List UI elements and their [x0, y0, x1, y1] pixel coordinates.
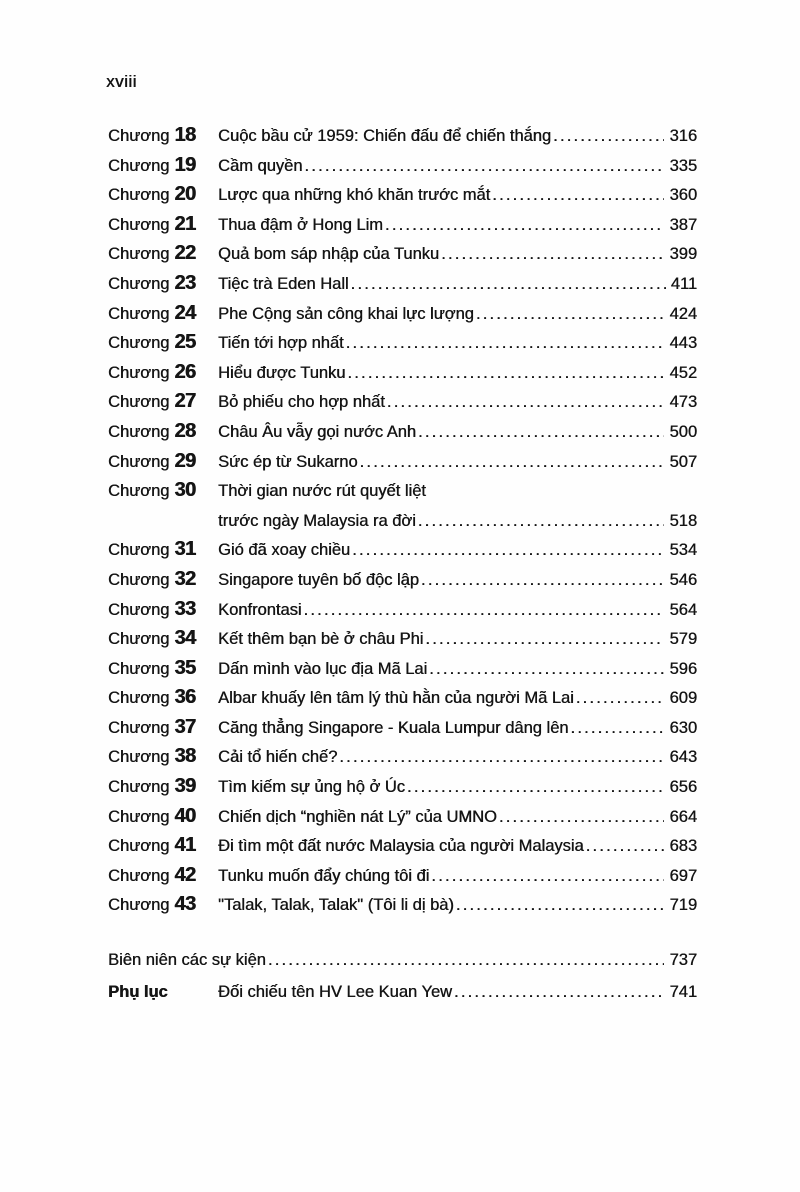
- chapter-label: [108, 538, 218, 561]
- chapter-word: Chương: [108, 334, 170, 353]
- entry-lines: [218, 867, 697, 897]
- chapter-title: Cải tổ hiến chế?: [218, 748, 338, 767]
- chapter-label: [108, 479, 218, 502]
- chapter-word: Chương: [108, 778, 170, 797]
- chapter-word: Chương: [108, 541, 170, 560]
- page-ref: 443: [669, 334, 697, 353]
- chapter-label: [108, 864, 218, 887]
- entry-line-1: [218, 453, 697, 483]
- toc-extra-row: [108, 983, 697, 1015]
- table-of-contents: [108, 124, 697, 1015]
- chapter-word: Chương: [108, 156, 170, 175]
- toc-row: [108, 538, 697, 568]
- chapter-number: 43: [174, 893, 196, 916]
- toc-entry: [218, 453, 697, 483]
- page-ref: 507: [669, 452, 697, 471]
- toc-row: [108, 183, 697, 213]
- page-ref: 564: [669, 600, 697, 619]
- dot-leader: [268, 951, 665, 970]
- chapter-label: [108, 834, 218, 857]
- toc-entry: [218, 482, 697, 541]
- toc-row: [108, 834, 697, 864]
- dot-leader: [499, 808, 665, 827]
- extra-title: Đối chiếu tên HV Lee Kuan Yew: [218, 983, 452, 1002]
- entry-line-1: [218, 660, 697, 690]
- entry-lines: [218, 778, 697, 808]
- entry-line-1: [218, 127, 697, 157]
- toc-row: [108, 805, 697, 835]
- chapter-word: Chương: [108, 393, 170, 412]
- dot-leader: [418, 512, 665, 531]
- toc-extras: [108, 951, 697, 1015]
- toc-row: [108, 479, 697, 538]
- entry-line-1: [218, 601, 697, 631]
- toc-row: [108, 213, 697, 243]
- chapter-title: Châu Âu vẫy gọi nước Anh: [218, 422, 416, 441]
- chapter-number: 35: [174, 656, 196, 679]
- entry-line-1: [218, 334, 697, 364]
- dot-leader: [586, 837, 665, 856]
- chapter-number: 20: [174, 183, 196, 206]
- chapter-title: Dấn mình vào lục địa Mã Lai: [218, 659, 428, 678]
- chapter-word: Chương: [108, 363, 170, 382]
- toc-row: [108, 657, 697, 687]
- page-ref: 411: [670, 274, 697, 293]
- toc-entry: [218, 896, 697, 926]
- chapter-label: [108, 361, 218, 384]
- entry-line-1: [218, 983, 697, 1013]
- chapter-label: [108, 124, 218, 147]
- dot-leader: [303, 601, 664, 620]
- page-ref: 534: [669, 541, 697, 560]
- chapter-word: Chương: [108, 482, 170, 501]
- chapter-title: Thua đậm ở Hong Lim: [218, 215, 383, 234]
- chapter-word: Chương: [108, 659, 170, 678]
- toc-entry: [218, 660, 697, 690]
- entry-lines: [218, 275, 697, 305]
- toc-entry: [218, 245, 697, 275]
- dot-leader: [304, 157, 664, 176]
- chapter-number: 24: [174, 301, 196, 324]
- page-ref: 424: [669, 304, 697, 323]
- page-ref: 697: [669, 866, 697, 885]
- chapter-word: Chương: [108, 304, 170, 323]
- entry-lines: [218, 630, 697, 660]
- entry-lines: [218, 127, 697, 157]
- toc-row: [108, 272, 697, 302]
- entry-lines: [218, 689, 697, 719]
- entry-line-1: [218, 393, 697, 423]
- chapter-title: Bỏ phiếu cho hợp nhất: [218, 393, 385, 412]
- chapter-number: 30: [174, 479, 196, 502]
- dot-leader: [347, 364, 664, 383]
- toc-row: [108, 331, 697, 361]
- chapter-label: [108, 598, 218, 621]
- toc-entry: [218, 127, 697, 157]
- toc-entry: [218, 216, 697, 246]
- entry-lines: [218, 808, 697, 838]
- chapter-title: Thời gian nước rút quyết liệt: [218, 482, 426, 501]
- entry-line-1: [218, 571, 697, 601]
- chapter-word: Chương: [108, 689, 170, 708]
- page-ref: 719: [669, 896, 697, 915]
- toc-row: [108, 124, 697, 154]
- dot-leader: [431, 867, 664, 886]
- chapter-label: [108, 331, 218, 354]
- toc-entry: [218, 601, 697, 631]
- entry-lines: [218, 837, 697, 867]
- chapter-label: [108, 183, 218, 206]
- toc-row: [108, 893, 697, 923]
- toc-entry: [218, 157, 697, 187]
- chapter-word: Chương: [108, 422, 170, 441]
- page-ref: 683: [669, 837, 697, 856]
- entry-line-1: [218, 275, 697, 305]
- toc-entry: [218, 778, 697, 808]
- chapter-word: Chương: [108, 452, 170, 471]
- chapter-number: 28: [174, 419, 196, 442]
- chapter-word: Chương: [108, 866, 170, 885]
- toc-entry: [218, 867, 697, 897]
- entry-lines: [218, 393, 697, 423]
- toc-entry: [218, 983, 697, 1013]
- chapter-number: 22: [174, 242, 196, 265]
- chapter-word: Chương: [108, 127, 170, 145]
- entry-line-1: [218, 216, 697, 246]
- chapter-number: 23: [174, 271, 196, 294]
- chapter-title: Lược qua những khó khăn trước mắt: [218, 186, 491, 205]
- chapter-label: [108, 213, 218, 236]
- dot-leader: [492, 186, 664, 205]
- chapter-number: 18: [174, 124, 196, 146]
- toc-entry: [218, 719, 697, 749]
- toc-list: [108, 124, 697, 923]
- dot-leader: [576, 689, 665, 708]
- chapter-word: Chương: [108, 215, 170, 234]
- dot-leader: [456, 896, 665, 915]
- toc-row: [108, 598, 697, 628]
- chapter-word: Chương: [108, 186, 170, 205]
- entry-line-1: [218, 245, 697, 275]
- page-ref: 452: [669, 363, 697, 382]
- chapter-number: 38: [174, 745, 196, 768]
- entry-line-1: [218, 867, 697, 897]
- entry-line-1: [218, 423, 697, 453]
- entry-lines: [218, 601, 697, 631]
- chapter-title: Tiệc trà Eden Hall: [218, 274, 349, 293]
- chapter-word: Chương: [108, 630, 170, 649]
- entry-line-2: [218, 512, 697, 542]
- toc-entry: [218, 334, 697, 364]
- chapter-title: Kết thêm bạn bè ở châu Phi: [218, 630, 424, 649]
- chapter-label: [108, 450, 218, 473]
- page-ref: 596: [669, 659, 697, 678]
- entry-lines: [218, 216, 697, 246]
- chapter-number: 39: [174, 775, 196, 798]
- page-ref: 737: [669, 951, 697, 970]
- chapter-label: [108, 154, 218, 177]
- entry-lines: [218, 482, 697, 541]
- page-ref: 546: [669, 570, 697, 589]
- toc-row: [108, 361, 697, 391]
- page-ref: 518: [669, 511, 697, 530]
- page-ref: 316: [669, 127, 697, 145]
- chapter-title: Cuộc bầu cử 1959: Chiến đấu để chiến thắng: [218, 127, 552, 145]
- toc-entry: [218, 748, 697, 778]
- entry-lines: [218, 571, 697, 601]
- toc-row: [108, 686, 697, 716]
- toc-entry: [218, 630, 697, 660]
- entry-lines: [218, 305, 697, 335]
- page-ref: 630: [669, 718, 697, 737]
- chapter-title: Cầm quyền: [218, 156, 303, 175]
- toc-row: [108, 450, 697, 480]
- page-ref: 609: [669, 689, 697, 708]
- toc-row: [108, 745, 697, 775]
- toc-row: [108, 154, 697, 184]
- page-ref: 643: [669, 748, 697, 767]
- dot-leader: [429, 660, 664, 679]
- toc-entry: [218, 689, 697, 719]
- chapter-title: Singapore tuyên bố độc lập: [218, 570, 419, 589]
- chapter-word: Chương: [108, 274, 170, 293]
- chapter-label: [108, 686, 218, 709]
- entry-lines: [218, 423, 697, 453]
- toc-row: [108, 242, 697, 272]
- toc-entry: [218, 808, 697, 838]
- entry-lines: [218, 748, 697, 778]
- page-ref: 656: [669, 778, 697, 797]
- chapter-word: Chương: [108, 245, 170, 264]
- page-ref: 741: [669, 983, 697, 1002]
- toc-row: [108, 420, 697, 450]
- dot-leader: [454, 983, 665, 1002]
- toc-row: [108, 302, 697, 332]
- entry-lines: [218, 453, 697, 483]
- chapter-title: Đi tìm một đất nước Malaysia của người Malaysia: [218, 837, 584, 856]
- chapter-number: 25: [174, 331, 196, 354]
- chapter-number: 36: [174, 686, 196, 709]
- dot-leader: [476, 305, 665, 324]
- chapter-number: 27: [174, 390, 196, 413]
- dot-leader: [553, 127, 664, 146]
- chapter-word: Chương: [108, 807, 170, 826]
- toc-entry: [218, 541, 697, 571]
- chapter-title: Tiến tới hợp nhất: [218, 334, 344, 353]
- toc-extra-row: [108, 951, 697, 983]
- toc-row: [108, 627, 697, 657]
- toc-entry: [218, 571, 697, 601]
- dot-leader: [346, 334, 665, 353]
- dot-leader: [339, 748, 664, 767]
- extra-label: Phụ lục: [108, 983, 168, 1002]
- dot-leader: [421, 571, 665, 590]
- entry-line-1: [218, 689, 697, 719]
- chapter-number: 42: [174, 863, 196, 886]
- dot-leader: [418, 423, 664, 442]
- chapter-title: Quả bom sáp nhập của Tunku: [218, 245, 440, 264]
- entry-lines: [218, 896, 697, 926]
- chapter-title: Hiểu được Tunku: [218, 363, 346, 382]
- chapter-label: [108, 272, 218, 295]
- chapter-number: 19: [174, 153, 196, 176]
- dot-leader: [351, 275, 666, 294]
- chapter-label: [108, 420, 218, 443]
- entry-line-1: [218, 808, 697, 838]
- dot-leader: [360, 453, 665, 472]
- entry-lines: [218, 334, 697, 364]
- toc-entry: [108, 951, 697, 981]
- chapter-word: Chương: [108, 837, 170, 856]
- entry-lines: [218, 186, 697, 216]
- page-ref: 335: [669, 156, 697, 175]
- toc-row: [108, 775, 697, 805]
- extra-title: Biên niên các sự kiện: [108, 951, 266, 970]
- entry-lines: [218, 719, 697, 749]
- chapter-number: 26: [174, 360, 196, 383]
- chapter-number: 37: [174, 715, 196, 738]
- chapter-title-continued: trước ngày Malaysia ra đời: [218, 511, 416, 530]
- toc-row: [108, 864, 697, 894]
- dot-leader: [407, 778, 665, 797]
- dot-leader: [352, 541, 664, 560]
- chapter-number: 29: [174, 449, 196, 472]
- entry-line-1: [218, 719, 697, 749]
- entry-line-1: [218, 896, 697, 926]
- dot-leader: [385, 216, 665, 235]
- page-ref: 664: [669, 807, 697, 826]
- entry-lines: [218, 541, 697, 571]
- chapter-label: [108, 390, 218, 413]
- chapter-label: [108, 627, 218, 650]
- entry-line-1: [218, 157, 697, 187]
- toc-entry: [218, 275, 697, 305]
- folio-page-number: xviii: [106, 72, 137, 91]
- entry-line-1: [108, 951, 697, 981]
- toc-entry: [218, 393, 697, 423]
- entry-lines: [218, 660, 697, 690]
- chapter-number: 34: [174, 627, 196, 650]
- dot-leader: [441, 245, 664, 264]
- dot-leader: [387, 393, 665, 412]
- chapter-label: [108, 242, 218, 265]
- chapter-number: 21: [174, 212, 196, 235]
- entry-line-1: [218, 778, 697, 808]
- chapter-title: Chiến dịch “nghiền nát Lý” của UMNO: [218, 807, 497, 826]
- toc-entry: [218, 837, 697, 867]
- page-ref: 500: [669, 422, 697, 441]
- entry-line-1: [218, 541, 697, 571]
- entry-line-1: [218, 837, 697, 867]
- chapter-label: [108, 657, 218, 680]
- chapter-number: 33: [174, 597, 196, 620]
- page-ref: 360: [669, 186, 697, 205]
- toc-entry: [218, 364, 697, 394]
- chapter-title: Albar khuấy lên tâm lý thù hằn của người Mã Lai: [218, 689, 574, 708]
- chapter-label: [108, 568, 218, 591]
- chapter-number: 41: [174, 834, 196, 857]
- chapter-number: 32: [174, 567, 196, 590]
- entry-line-1: [218, 186, 697, 216]
- entry-line-1: [218, 364, 697, 394]
- chapter-label: [108, 805, 218, 828]
- page-ref: 579: [669, 630, 697, 649]
- toc-entry: [218, 423, 697, 453]
- dot-leader: [570, 719, 664, 738]
- chapter-title: Sức ép từ Sukarno: [218, 452, 358, 471]
- chapter-title: Konfrontasi: [218, 600, 302, 619]
- entry-lines: [218, 245, 697, 275]
- chapter-title: Tunku muốn đẩy chúng tôi đi: [218, 866, 430, 885]
- chapter-title: Gió đã xoay chiều: [218, 541, 351, 560]
- page-ref: 387: [669, 215, 697, 234]
- chapter-number: 31: [174, 538, 196, 561]
- entry-line-1: [218, 482, 697, 512]
- chapter-title: Căng thẳng Singapore - Kuala Lumpur dâng lên: [218, 718, 569, 737]
- chapter-word: Chương: [108, 748, 170, 767]
- chapter-label: [108, 302, 218, 325]
- chapter-word: Chương: [108, 570, 170, 589]
- entry-lines: [218, 157, 697, 187]
- toc-entry: [218, 305, 697, 335]
- chapter-title: Tìm kiếm sự ủng hộ ở Úc: [218, 778, 405, 797]
- entry-line-1: [218, 748, 697, 778]
- entry-line-1: [218, 630, 697, 660]
- chapter-title: Phe Cộng sản công khai lực lượng: [218, 304, 474, 323]
- chapter-word: Chương: [108, 896, 170, 915]
- chapter-label: [108, 716, 218, 739]
- toc-entry: [218, 186, 697, 216]
- page-ref: 399: [669, 245, 697, 264]
- chapter-number: 40: [174, 804, 196, 827]
- chapter-label: [108, 893, 218, 916]
- dot-leader: [425, 630, 664, 649]
- entry-line-1: [218, 305, 697, 335]
- chapter-label: [108, 775, 218, 798]
- chapter-title: "Talak, Talak, Talak" (Tôi li dị bà): [218, 896, 454, 915]
- toc-row: [108, 390, 697, 420]
- chapter-word: Chương: [108, 718, 170, 737]
- chapter-label: [108, 745, 218, 768]
- chapter-word: Chương: [108, 600, 170, 619]
- toc-row: [108, 716, 697, 746]
- entry-lines: [218, 364, 697, 394]
- toc-row: [108, 568, 697, 598]
- page-ref: 473: [669, 393, 697, 412]
